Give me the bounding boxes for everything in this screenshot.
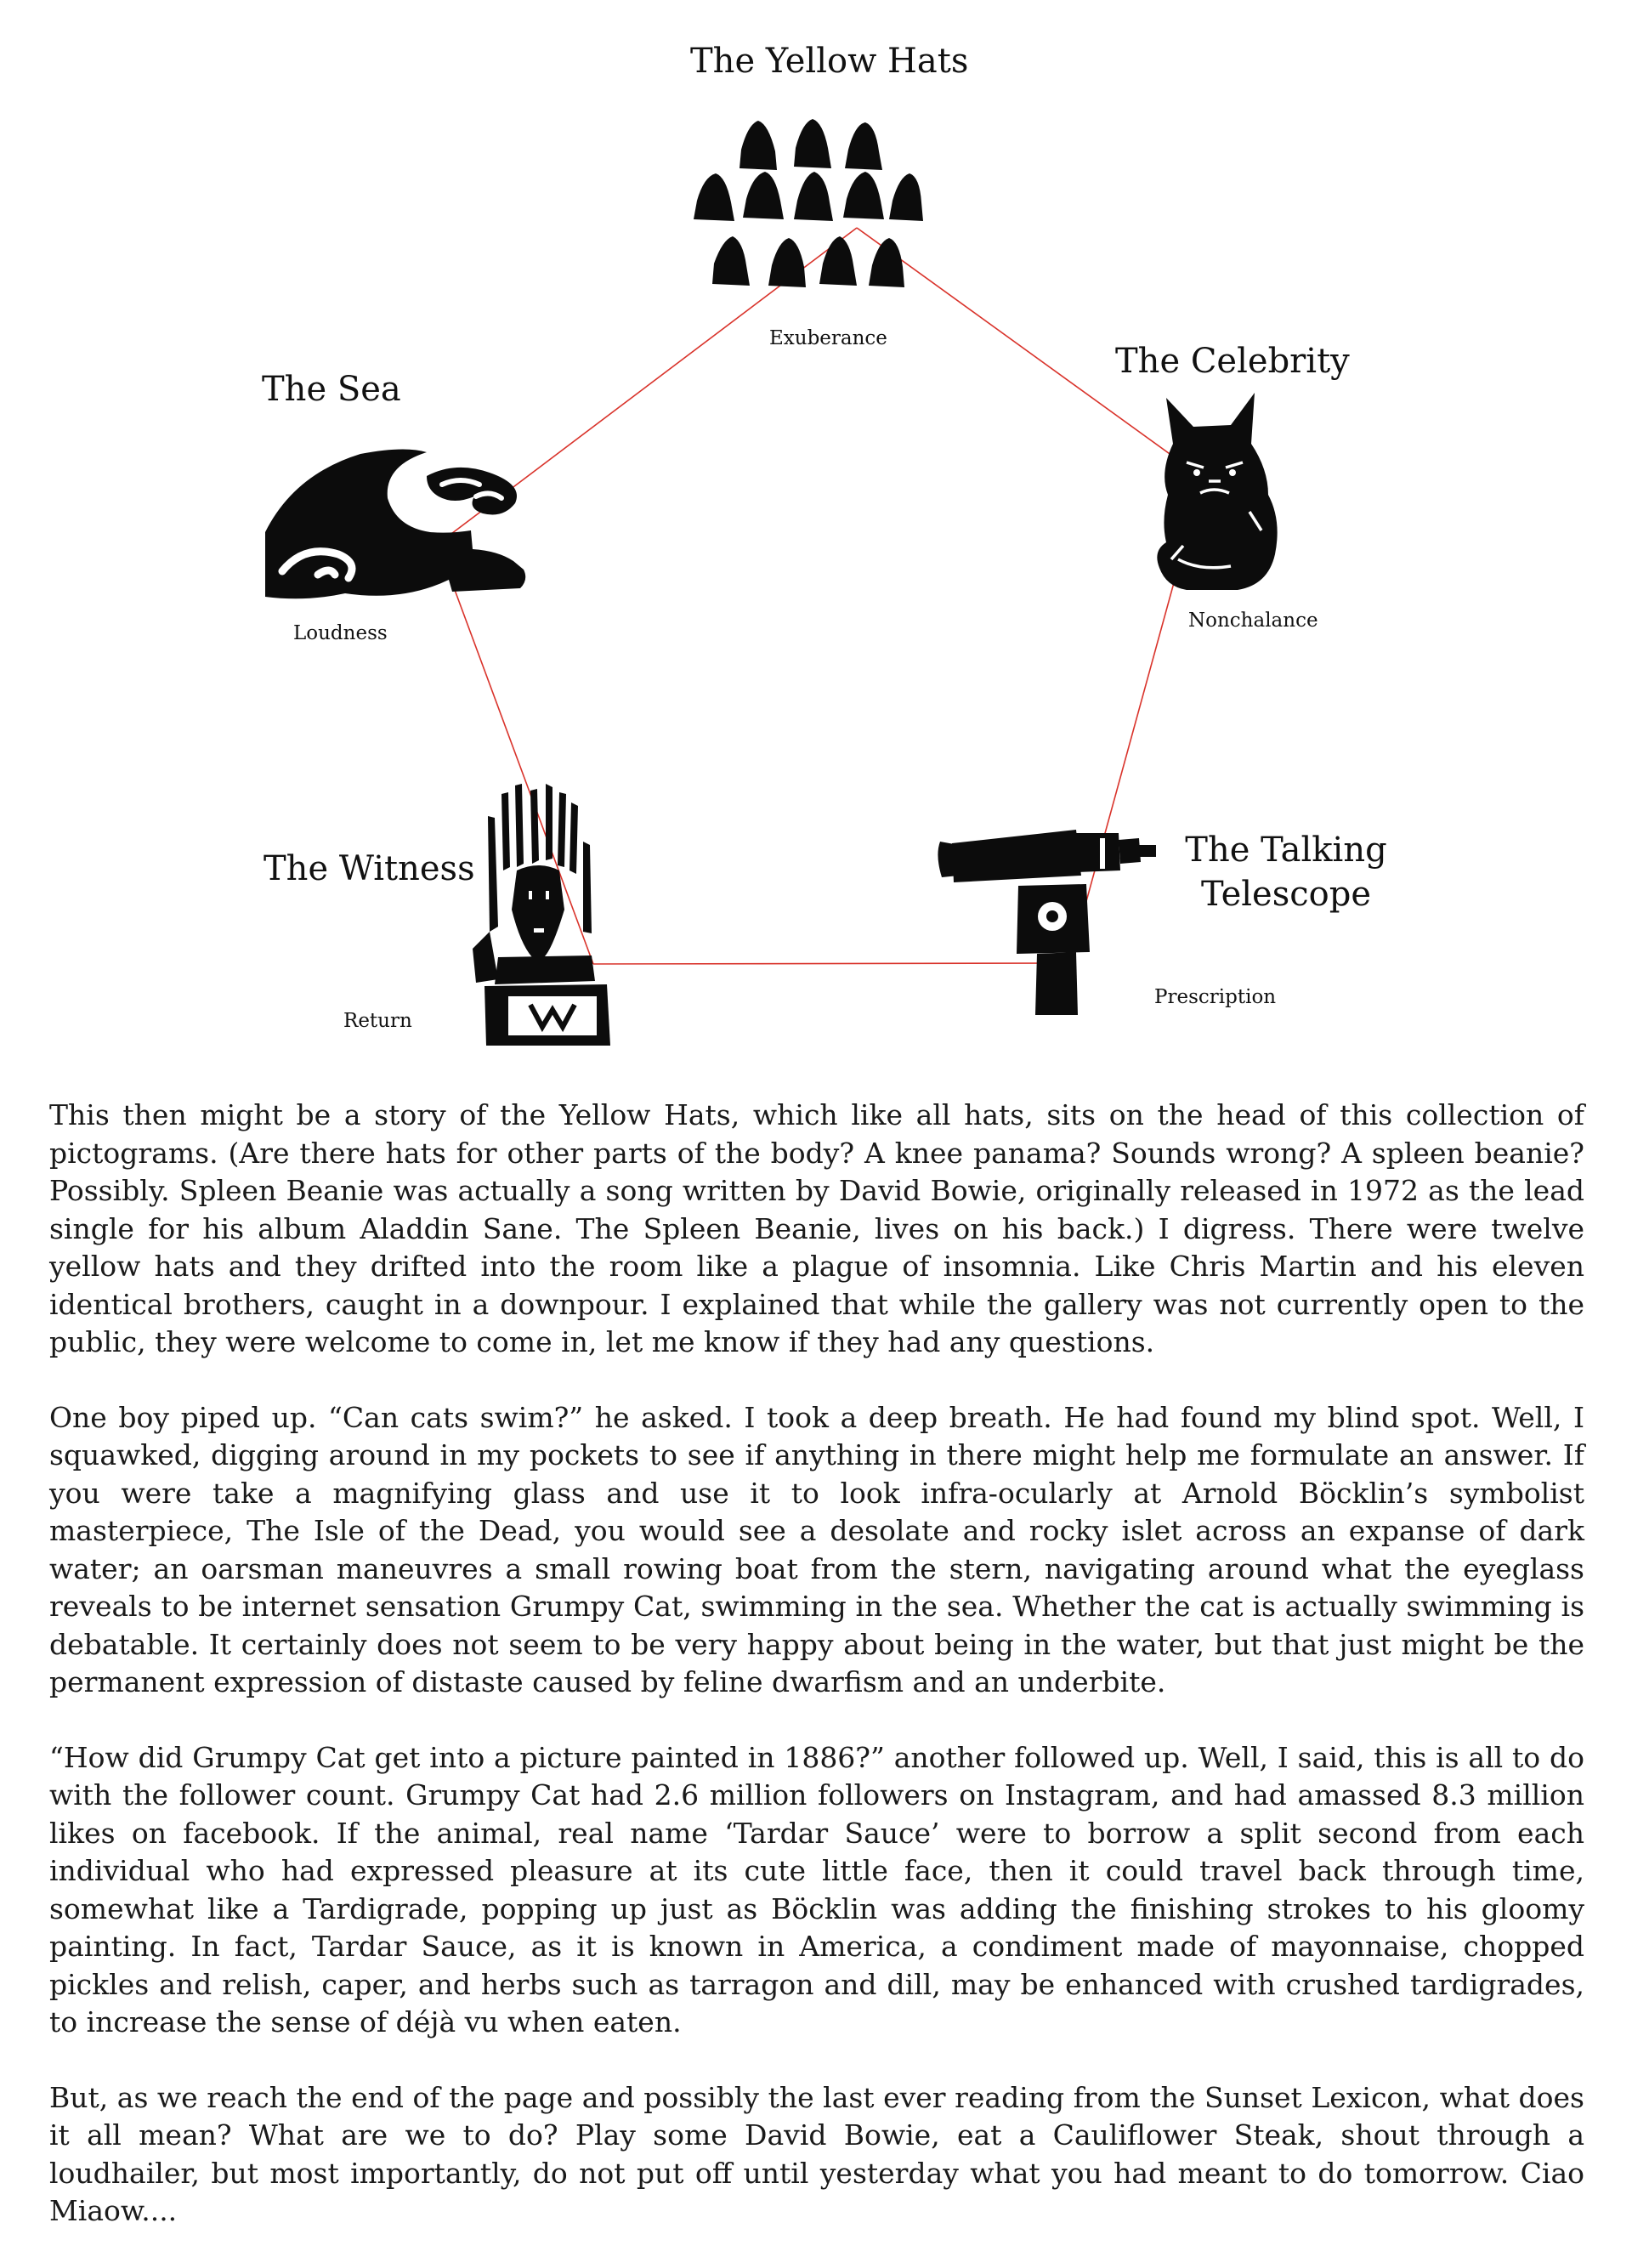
node-trait-prescription: Prescription	[1154, 986, 1277, 1008]
paragraph-ciao-miaow: But, as we reach the end of the page and possibly the last ever reading from the Sunset Lexicon, what does it all mean? What are we to do? Play some David Bowie, eat a Cauliflower Steak, shout through a loudhailer, but most importantly, do not put off until yesterday what you had meant to do tomorrow. Ciao Miaow....	[49, 2080, 1584, 2227]
hats-icon	[687, 119, 925, 298]
paragraph-yellow-hats: This then might be a story of the Yellow Hats, which like all hats, sits on the head of this collection of pictograms. (Are there hats for other parts of the body? A knee panama? Sounds wrong? A spleen beanie? Possibly. Spleen Beanie was actually a song written by David Bowie, originally released in 1972 as the lead single for his album Aladdin Sane. The Spleen Beanie, lives on his back.) I digress. There were twelve yellow hats and they drifted into the room like a plague of insomnia. Like Chris Martin and his eleven identical brothers, caught in a downpour. I explained that while the gallery was not currently open to the public, they were welcome to come in, let me know if they had any questions.	[49, 1098, 1584, 1358]
title-line-telescope: Telescope	[1201, 875, 1371, 914]
paragraph-grumpy-cat: “How did Grumpy Cat get into a picture painted in 1886?” another followed up. Well, I said, this is all to do with the follower count. Grumpy Cat had 2.6 million followers on Instagram, and had amassed 8.3 million likes on facebook. If the animal, real name ‘Tardar Sauce’ were to borrow a split second from each individual who had expressed pleasure at its cute little face, then it could travel back through time, somewhat like a Tardigrade, popping up just as Böcklin was adding the finishing strokes to his gloomy painting. In fact, Tardar Sauce, as it is known in America, a condiment made of mayonnaise, chopped pickles and relish, caper, and herbs such as tarragon and dill, may be enhanced with crushed tardigrades, to increase the sense of déjà vu when eaten.	[49, 1740, 1584, 2038]
node-trait-loudness: Loudness	[293, 622, 388, 644]
node-trait-nonchalance: Nonchalance	[1188, 610, 1318, 632]
pentagon-diagram	[0, 0, 1632, 1080]
node-trait-return: Return	[343, 1010, 412, 1032]
node-title-witness: The Witness	[264, 849, 475, 888]
node-title-celebrity: The Celebrity	[1115, 342, 1350, 381]
node-title-talking-telescope	[1171, 828, 1401, 916]
wave-icon	[260, 444, 534, 605]
witness-icon	[464, 782, 614, 1047]
cat-icon	[1149, 393, 1285, 595]
title-line-the-talking: The Talking	[1185, 831, 1387, 870]
node-title-sea: The Sea	[262, 370, 401, 409]
node-title-yellow-hats: The Yellow Hats	[690, 42, 969, 81]
node-trait-exuberance: Exuberance	[769, 327, 887, 349]
paragraph-can-cats-swim: One boy piped up. “Can cats swim?” he asked. I took a deep breath. He had found my blind spot. Well, I squawked, digging around in my pockets to see if anything in there might help me formulate an answer. If you were take a magnifying glass and use it to look infra-ocularly at Arnold Böcklin’s symbolist masterpiece, The Isle of the Dead, you would see a desolate and rocky islet across an expanse of dark water; an oarsman maneuvres a small rowing boat from the stern, navigating around what the eyeglass reveals to be internet sensation Grumpy Cat, swimming in the sea. Whether the cat is actually swimming is debatable. It certainly does not seem to be very happy about being in the water, but that just might be the permanent expression of distaste caused by feline dwarfism and an underbite.	[49, 1400, 1584, 1698]
telescope-icon	[933, 826, 1164, 1017]
article-body	[49, 1097, 1584, 2268]
